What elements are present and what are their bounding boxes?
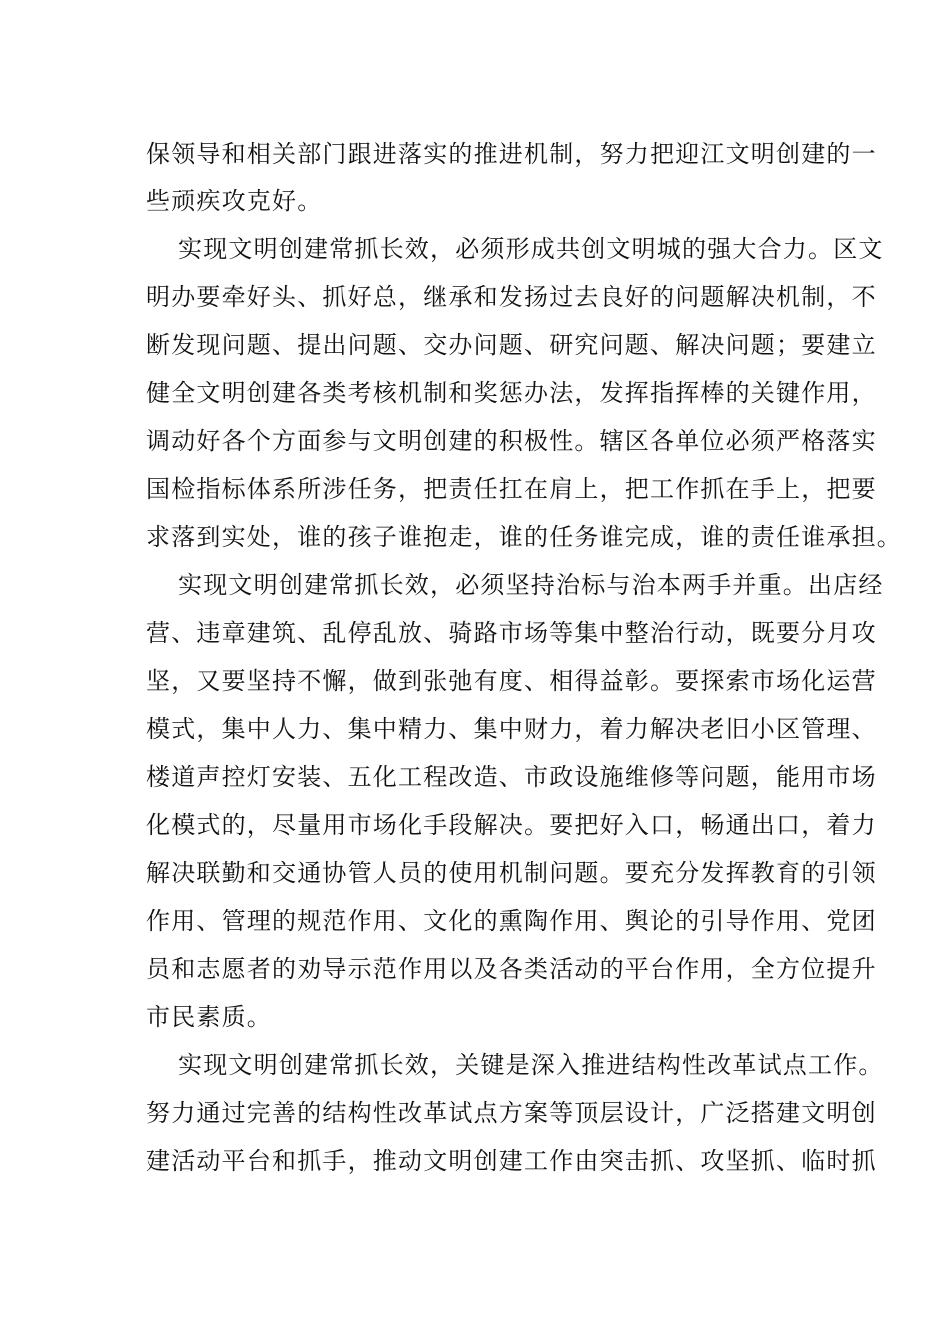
text-line: 调动好各个方面参与文明创建的积极性。辖区各单位必须严格落实 (146, 427, 877, 455)
text-line: 解决联勤和交通协管人员的使用机制问题。要充分发挥教育的引领 (146, 859, 877, 887)
text-line: 健全文明创建各类考核机制和奖惩办法，发挥指挥棒的关键作用， (146, 379, 877, 407)
paragraph-start-line: 实现文明创建常抓长效，必须坚持治标与治本两手并重。出店经 (178, 571, 884, 599)
text-line: 坚，又要坚持不懈，做到张弛有度、相得益彰。要探索市场化运营 (146, 667, 877, 695)
text-line: 保领导和相关部门跟进落实的推进机制，努力把迎江文明创建的一 (146, 140, 877, 168)
text-line: 营、违章建筑、乱停乱放、骑路市场等集中整治行动，既要分月攻 (146, 619, 877, 647)
text-line: 楼道声控灯安装、五化工程改造、市政设施维修等问题，能用市场 (146, 763, 877, 791)
paragraph-start-line: 实现文明创建常抓长效，关键是深入推进结构性改革试点工作。 (178, 1051, 884, 1079)
text-line: 作用、管理的规范作用、文化的熏陶作用、舆论的引导作用、党团 (146, 907, 877, 935)
text-line: 模式，集中人力、集中精力、集中财力，着力解决老旧小区管理、 (146, 715, 877, 743)
text-line: 建活动平台和抓手，推动文明创建工作由突击抓、攻坚抓、临时抓 (146, 1147, 877, 1175)
text-line: 化模式的，尽量用市场化手段解决。要把好入口，畅通出口，着力 (146, 811, 877, 839)
text-line: 国检指标体系所涉任务，把责任扛在肩上，把工作抓在手上，把要 (146, 475, 877, 503)
text-line: 求落到实处，谁的孩子谁抱走，谁的任务谁完成，谁的责任谁承担。 (146, 523, 902, 551)
text-line: 明办要牵好头、抓好总，继承和发扬过去良好的问题解决机制，不 (146, 283, 877, 311)
text-line: 员和志愿者的劝导示范作用以及各类活动的平台作用，全方位提升 (146, 955, 877, 983)
text-line: 断发现问题、提出问题、交办问题、研究问题、解决问题；要建立 (146, 331, 877, 359)
text-line: 努力通过完善的结构性改革试点方案等顶层设计，广泛搭建文明创 (146, 1099, 877, 1127)
text-line: 些顽疾攻克好。 (146, 187, 323, 215)
paragraph-start-line: 实现文明创建常抓长效，必须形成共创文明城的强大合力。区文 (178, 235, 884, 263)
text-line: 市民素质。 (146, 1003, 272, 1031)
